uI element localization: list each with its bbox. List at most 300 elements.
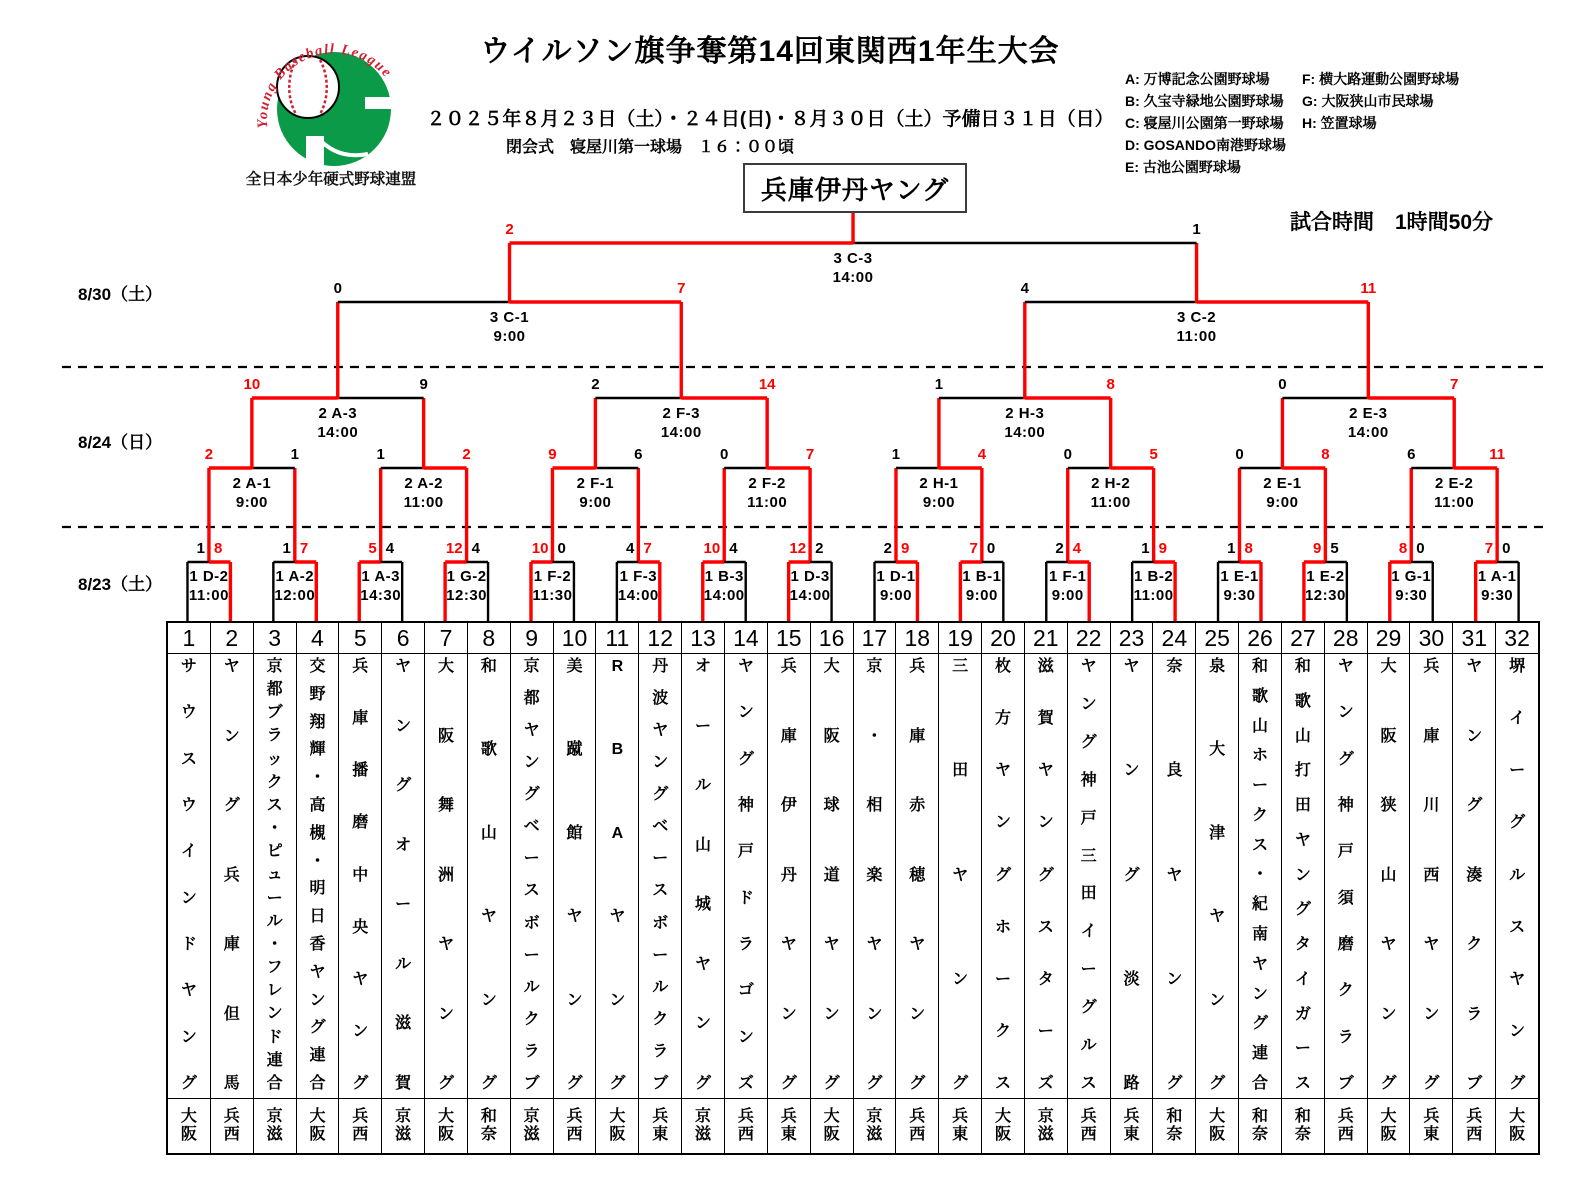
team-name-char: 兵 (909, 658, 926, 675)
team-name-char: ブ (1337, 1074, 1354, 1092)
match-code: 2 E-2 (1435, 475, 1474, 492)
team-name (382, 654, 424, 1098)
match-score: 1 (290, 446, 299, 463)
team-name-char: ー (994, 970, 1011, 988)
team-region-char: 阪 (309, 1126, 326, 1143)
team-name-char: ス (1509, 918, 1526, 936)
team-name-char: ブ (1466, 1075, 1483, 1092)
match-time: 9:30 (1395, 587, 1428, 604)
match-time: 11:00 (188, 587, 229, 604)
match-score: 2 (1055, 540, 1064, 557)
match-code: 1 B-3 (704, 568, 744, 585)
team-name-char: ヤ (652, 722, 669, 740)
match-score: 10 (531, 540, 549, 557)
team-region-char: 東 (652, 1126, 669, 1143)
team-number: 21 (1025, 623, 1067, 654)
match-score: 1 (376, 446, 385, 463)
team-name-char: 西 (1423, 866, 1440, 884)
team-name-char: グ (437, 1075, 454, 1092)
team-name-char: 阪 (823, 727, 840, 745)
team-name-char: ル (1509, 866, 1526, 884)
team-name (511, 654, 553, 1098)
team-name-char: ン (180, 1028, 197, 1046)
team-name-char: ル (395, 955, 412, 973)
venue-legend-left-column (1125, 68, 1286, 178)
team-region (1111, 1098, 1153, 1153)
team-number: 1 (168, 623, 210, 654)
team-name-char: ー (652, 946, 669, 964)
team-name-char: ー (1080, 961, 1097, 979)
match-score: 4 (385, 540, 395, 557)
team-name-char: ー (1294, 1040, 1311, 1058)
team-name-char: 京 (266, 658, 283, 675)
team-name (1239, 654, 1281, 1098)
team-region-char: 兵 (1337, 1108, 1354, 1125)
team-region-char: 奈 (1294, 1126, 1311, 1143)
round-date-round1: 8/23（土） (78, 575, 163, 594)
team-name-char: 但 (223, 1005, 240, 1023)
team-column-19 (939, 623, 982, 1153)
match-code: 2 E-3 (1349, 405, 1388, 422)
team-name-char: ス (1294, 1075, 1311, 1092)
team-name-char: 三 (1080, 847, 1097, 865)
team-column-30 (1410, 623, 1453, 1153)
team-name-char: ヤ (395, 658, 412, 675)
match-time: 9:00 (879, 587, 912, 604)
team-name-char: ク (523, 1010, 540, 1028)
team-name-char: ボ (523, 914, 540, 932)
match-code: 1 G-1 (1391, 568, 1432, 585)
match-code: 3 C-2 (1176, 309, 1217, 326)
team-name-char: ス (1252, 836, 1269, 854)
team-name-char: 相 (866, 797, 883, 814)
team-region-char: 滋 (523, 1126, 540, 1143)
match-time: 11:00 (403, 494, 444, 511)
team-name-char: 大 (437, 658, 454, 675)
team-name-char: 神 (737, 796, 754, 814)
team-name (939, 654, 981, 1098)
team-name-char: ー (395, 896, 412, 914)
team-name (811, 654, 853, 1098)
team-region-char: 兵 (780, 1108, 797, 1125)
team-name-char: 歌 (480, 741, 497, 759)
team-name (254, 654, 296, 1098)
team-column-24 (1153, 623, 1196, 1153)
team-name-char: ピ (266, 843, 283, 861)
team-region-char: 滋 (695, 1126, 712, 1143)
team-number: 14 (725, 623, 767, 654)
team-name-char: 神 (1337, 796, 1354, 814)
team-name-char: 戸 (737, 843, 754, 861)
match-score: 8 (1244, 540, 1253, 557)
team-name-char: 三 (952, 658, 969, 675)
team-name-char: 阪 (437, 727, 454, 745)
team-name-char: ン (823, 1005, 840, 1023)
team-region-char: 阪 (1509, 1126, 1526, 1143)
match-score: 5 (1149, 446, 1158, 463)
team-number: 18 (896, 623, 938, 654)
venue-item-F: F: 横大路運動公園野球場 (1302, 71, 1460, 87)
team-name-char: ッ (266, 750, 283, 768)
team-name (639, 654, 681, 1098)
team-region (596, 1098, 638, 1153)
team-name-char: ヤ (1509, 970, 1526, 988)
match-score: 7 (969, 540, 978, 557)
team-region-char: 奈 (480, 1126, 497, 1143)
team-name-char: イ (180, 843, 197, 861)
team-name-char: 兵 (780, 658, 797, 675)
team-number: 20 (982, 623, 1024, 654)
match-score: 12 (789, 540, 807, 557)
team-name-char: 大 (823, 658, 840, 675)
team-name (1111, 654, 1153, 1098)
team-name-char: サ (180, 658, 197, 675)
team-region (254, 1098, 296, 1153)
team-name-char: 南 (1252, 926, 1269, 944)
team-name (1068, 654, 1110, 1098)
team-number: 15 (768, 623, 810, 654)
match-code: 2 H-3 (1005, 405, 1045, 422)
team-name-char: グ (1294, 901, 1311, 919)
match-score: 6 (634, 446, 643, 463)
team-name-char: ク (994, 1022, 1011, 1040)
team-name-char: ン (1337, 704, 1354, 722)
match-time: 11:00 (1176, 328, 1217, 345)
team-region (468, 1098, 510, 1153)
team-name-char: B (611, 741, 624, 759)
team-region-char: 京 (395, 1108, 412, 1125)
match-score: 1 (282, 540, 291, 557)
match-score: 1 (1141, 540, 1150, 557)
team-name (211, 654, 253, 1098)
team-name-char: 大 (1380, 658, 1397, 675)
team-region-char: 阪 (1380, 1126, 1397, 1143)
team-region (982, 1098, 1024, 1153)
team-column-14 (725, 623, 768, 1153)
team-column-9 (511, 623, 554, 1153)
team-region (1239, 1098, 1281, 1153)
match-time: 14:30 (360, 587, 402, 604)
match-time: 11:30 (532, 587, 573, 604)
team-name-char: ヤ (994, 762, 1011, 780)
match-time: 14:00 (660, 424, 702, 441)
team-name-char: 磨 (352, 814, 369, 832)
team-name-char: フ (266, 959, 283, 977)
team-name-char: 丹 (652, 658, 669, 675)
team-name-char: 館 (566, 824, 583, 842)
team-region-char: 東 (1423, 1126, 1440, 1143)
team-name-char: ズ (1037, 1075, 1054, 1092)
team-name-char: グ (609, 1074, 626, 1092)
team-region-char: 兵 (1423, 1108, 1440, 1125)
team-name-char: ラ (1466, 1005, 1483, 1023)
match-score: 9 (548, 446, 557, 463)
logo-org-text: 全日本少年硬式野球連盟 (246, 171, 416, 188)
match-code: 1 D-1 (876, 568, 916, 585)
team-name-char: ン (309, 991, 326, 1009)
team-name-char: 淡 (1123, 970, 1140, 988)
team-region-char: 和 (1294, 1108, 1311, 1125)
match-score: 2 (505, 221, 514, 238)
team-name-char: ン (1423, 1005, 1440, 1023)
match-time: 11:00 (747, 494, 788, 511)
team-region-char: 西 (909, 1126, 926, 1143)
team-region (811, 1098, 853, 1153)
team-name-char: レ (266, 982, 283, 1000)
team-name-char: ・ (309, 769, 326, 787)
team-name-char: ヤ (309, 963, 326, 981)
match-score: 1 (934, 376, 944, 393)
team-name-char: ヤ (866, 936, 883, 953)
team-region-char: 西 (566, 1126, 583, 1143)
team-region-char: 大 (437, 1108, 454, 1125)
team-region-char: 滋 (266, 1126, 283, 1143)
team-name-char: 都 (266, 681, 283, 699)
match-time: 14:00 (832, 269, 874, 286)
team-region-char: 兵 (566, 1108, 583, 1125)
team-name-char: A (611, 824, 624, 842)
match-time: 14:00 (1347, 424, 1389, 441)
team-name-char: オ (395, 836, 412, 854)
team-region (168, 1098, 210, 1153)
team-number: 28 (1325, 623, 1367, 654)
team-name-char: ー (523, 850, 540, 868)
team-name-char: ン (1080, 695, 1097, 713)
team-region-char: 和 (1166, 1108, 1183, 1125)
team-name-char: ヤ (1037, 762, 1054, 780)
team-name-char: ヤ (223, 658, 240, 675)
team-region-char: 大 (1209, 1108, 1226, 1125)
venue-item-E: E: 古池公園野球場 (1125, 159, 1241, 175)
team-region (1068, 1098, 1110, 1153)
team-column-2 (211, 623, 254, 1153)
team-region-char: 兵 (652, 1108, 669, 1125)
team-region-char: 大 (309, 1108, 326, 1125)
team-region-char: 阪 (180, 1126, 197, 1143)
team-name-char: ヤ (1166, 866, 1183, 884)
team-name-char: ヤ (909, 936, 926, 953)
team-name-char: ド (180, 935, 197, 953)
team-name-char: ク (1337, 982, 1354, 1000)
team-column-26 (1239, 623, 1282, 1153)
match-code: 1 D-2 (189, 568, 229, 585)
match-score: 2 (815, 540, 824, 557)
team-name-char: グ (1380, 1075, 1397, 1092)
team-name-char: ホ (994, 918, 1011, 936)
team-region (1368, 1098, 1410, 1153)
team-name-char: 高 (309, 796, 326, 814)
team-name-char: ン (1466, 727, 1483, 745)
team-name-char: ヤ (780, 936, 797, 953)
match-score: 0 (1235, 446, 1244, 463)
match-time: 9:00 (922, 494, 955, 511)
team-name (1410, 654, 1452, 1098)
team-column-11 (596, 623, 639, 1153)
team-region-char: 京 (523, 1108, 540, 1125)
match-score: 1 (1192, 221, 1201, 238)
team-name (339, 654, 381, 1098)
team-name-char: グ (952, 1075, 969, 1092)
team-region-char: 滋 (866, 1126, 883, 1143)
team-name-char: ン (566, 991, 583, 1009)
team-name-char: ク (266, 773, 283, 791)
team-name-char: ン (352, 1022, 369, 1040)
team-number: 12 (639, 623, 681, 654)
team-name-char: 城 (695, 896, 712, 914)
team-region-char: 兵 (1080, 1108, 1097, 1125)
match-code: 1 A-2 (275, 568, 315, 585)
team-name-char: ウ (180, 796, 197, 814)
team-name-char: 蹴 (566, 741, 583, 759)
team-name-char: 打 (1294, 762, 1311, 780)
match-score: 7 (805, 446, 815, 463)
team-name-char: イ (1294, 970, 1311, 988)
team-name-char: 連 (309, 1047, 326, 1065)
match-code: 2 A-1 (232, 475, 272, 492)
team-region (1153, 1098, 1195, 1153)
match-score: 8 (213, 540, 223, 557)
team-number: 26 (1239, 623, 1281, 654)
match-code: 1 E-1 (1220, 568, 1259, 585)
team-region (1410, 1098, 1452, 1153)
team-name-char: 槻 (309, 824, 326, 842)
team-name-char: ン (266, 1005, 283, 1023)
team-name-char: ズ (737, 1074, 754, 1092)
team-name-char: ラ (737, 935, 754, 953)
team-region (425, 1098, 467, 1153)
team-number: 19 (939, 623, 981, 654)
team-column-25 (1196, 623, 1239, 1153)
match-score: 4 (1072, 540, 1082, 557)
team-region-char: 兵 (352, 1108, 369, 1125)
team-number: 16 (811, 623, 853, 654)
team-name (554, 654, 596, 1098)
team-name-char: 都 (523, 690, 540, 708)
team-name-char: ヤ (523, 722, 540, 740)
team-name-char: ヤ (823, 936, 840, 953)
team-region (896, 1098, 938, 1153)
team-region-char: 兵 (952, 1108, 969, 1125)
team-region-char: 阪 (437, 1126, 454, 1143)
team-name-char: ー (652, 850, 669, 868)
team-region-char: 大 (1380, 1108, 1397, 1125)
team-name-char: 神 (1080, 771, 1097, 789)
team-name-char: ン (223, 727, 240, 745)
match-score: 5 (1330, 540, 1339, 557)
team-name-char: グ (652, 786, 669, 804)
team-name-char: ウ (180, 704, 197, 722)
team-number: 23 (1111, 623, 1153, 654)
team-name-char: 和 (480, 658, 497, 675)
team-name-char: ク (1466, 936, 1483, 953)
team-name-char: ヤ (1209, 908, 1226, 926)
team-name-char: ド (266, 1028, 283, 1046)
team-name-char: ン (1037, 814, 1054, 832)
team-name-char: グ (1080, 733, 1097, 751)
match-score: 0 (1278, 376, 1287, 393)
team-name-char: ラ (1337, 1028, 1354, 1046)
team-name-char: 紀 (1252, 896, 1269, 914)
team-name (982, 654, 1024, 1098)
team-column-32 (1496, 623, 1538, 1153)
team-name-char: ル (695, 777, 712, 795)
team-name-char: タ (1294, 936, 1311, 953)
team-name-char: グ (1209, 1074, 1226, 1092)
team-name-char: ン (952, 970, 969, 988)
team-name-char: グ (1123, 866, 1140, 884)
team-name-char: ル (266, 912, 283, 930)
match-score: 6 (1407, 446, 1416, 463)
team-column-21 (1025, 623, 1068, 1153)
team-name-char: 山 (1252, 717, 1269, 735)
team-name-char: グ (180, 1074, 197, 1092)
venue-item-B: B: 久宝寺緑地公園野球場 (1125, 93, 1284, 109)
team-name-char: グ (309, 1019, 326, 1037)
team-name (468, 654, 510, 1098)
team-region-char: 阪 (823, 1126, 840, 1143)
team-region-char: 阪 (609, 1126, 626, 1143)
team-name-char: 丹 (780, 866, 797, 884)
match-score: 4 (1020, 280, 1029, 297)
team-name-char: グ (1080, 999, 1097, 1017)
venue-item-C: C: 寝屋川公園第一野球場 (1125, 115, 1284, 131)
team-region-char: 東 (1123, 1126, 1140, 1143)
champion-box: 兵庫伊丹ヤング (743, 163, 967, 213)
team-column-29 (1368, 623, 1411, 1153)
team-column-12 (639, 623, 682, 1153)
team-name-char: グ (1509, 814, 1526, 832)
team-region (297, 1098, 339, 1153)
team-name-char: ン (609, 991, 626, 1009)
team-name-char: グ (352, 1075, 369, 1092)
match-score: 11 (1360, 280, 1377, 297)
team-name-char: 明 (309, 880, 326, 898)
team-name-char: グ (1037, 866, 1054, 884)
match-code: 1 E-2 (1306, 568, 1345, 585)
team-name-char: ス (1080, 1074, 1097, 1092)
team-name (596, 654, 638, 1098)
team-region (854, 1098, 896, 1153)
match-score: 2 (591, 376, 600, 393)
team-column-15 (768, 623, 811, 1153)
match-time: 9:00 (965, 587, 998, 604)
team-name-char: グ (523, 786, 540, 804)
team-region-char: 兵 (909, 1108, 926, 1125)
team-name-char: ュ (266, 866, 283, 884)
team-name-char: ン (1509, 1022, 1526, 1040)
venue-item-A: A: 万博記念公園野球場 (1125, 71, 1270, 87)
match-score: 11 (1489, 446, 1506, 463)
match-code: 2 H-1 (919, 475, 959, 492)
league-logo (246, 10, 416, 197)
team-column-20 (982, 623, 1025, 1153)
team-name-char: ク (1252, 806, 1269, 824)
team-name-char: ヤ (180, 982, 197, 1000)
team-region-char: 西 (1466, 1126, 1483, 1143)
team-region-char: 東 (952, 1126, 969, 1143)
team-number: 2 (211, 623, 253, 654)
team-name-char: ン (1209, 991, 1226, 1009)
team-name-char: ス (1037, 918, 1054, 936)
team-column-22 (1068, 623, 1111, 1153)
team-name-char: ヤ (1337, 658, 1354, 675)
team-number: 13 (682, 623, 724, 654)
team-region-char: 兵 (1466, 1108, 1483, 1125)
match-score: 9 (900, 540, 910, 557)
team-name-char: ル (523, 978, 540, 996)
team-region-char: 大 (994, 1108, 1011, 1125)
team-name-char: ン (695, 1015, 712, 1033)
